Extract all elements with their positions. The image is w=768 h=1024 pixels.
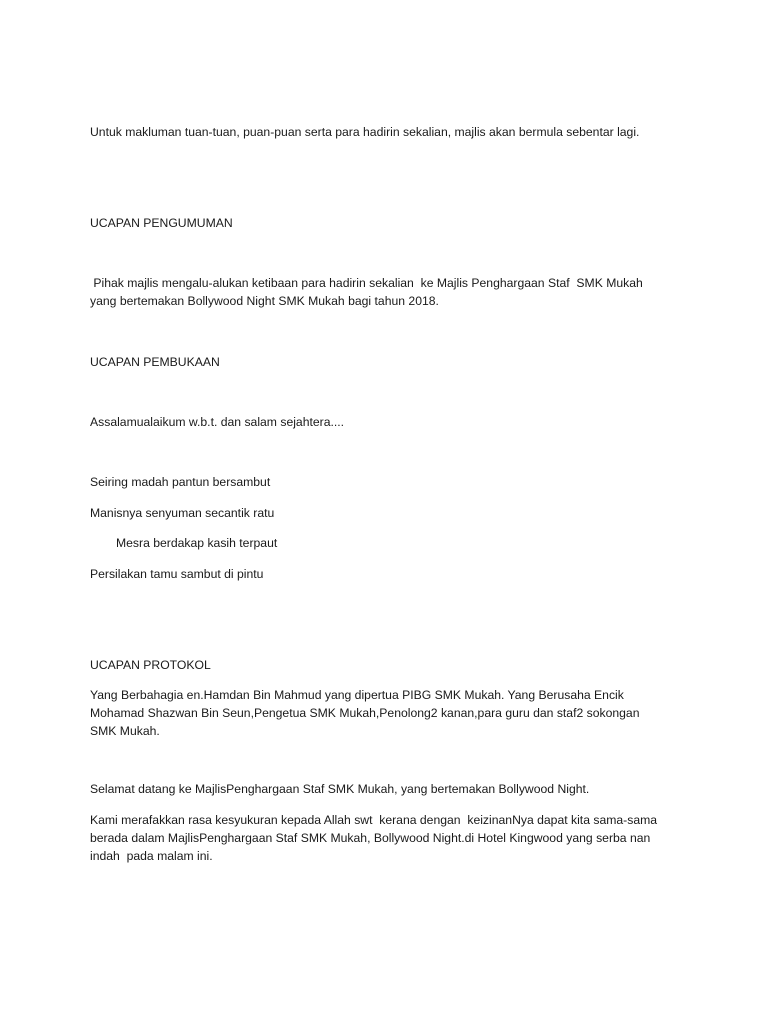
selamat-datang-line: Selamat datang ke MajlisPenghargaan Staf SMK Mukah, yang bertemakan Bollywood Night. — [90, 782, 590, 796]
heading-ucapan-pengumuman: UCAPAN PENGUMUMAN — [90, 216, 233, 230]
pantun-line-3: Mesra berdakap kasih terpaut — [116, 536, 278, 550]
protokol-line-1: Yang Berbahagia en.Hamdan Bin Mahmud yang dipertua PIBG SMK Mukah. Yang Berusaha Encik — [90, 688, 624, 702]
intro-paragraph: Untuk makluman tuan-tuan, puan-puan serta para hadirin sekalian, majlis akan bermula sebentar lagi. — [90, 125, 640, 139]
protokol-line-3: SMK Mukah. — [90, 724, 160, 738]
pengumuman-line-2: yang bertemakan Bollywood Night SMK Mukah bagi tahun 2018. — [90, 294, 439, 308]
heading-ucapan-pembukaan: UCAPAN PEMBUKAAN — [90, 355, 220, 369]
syukur-line-3: indah pada malam ini. — [90, 849, 213, 863]
pengumuman-line-1: Pihak majlis mengalu-alukan ketibaan para hadirin sekalian ke Majlis Penghargaan Staf SMK Mukah — [90, 276, 643, 290]
syukur-line-2: berada dalam MajlisPenghargaan Staf SMK Mukah, Bollywood Night.di Hotel Kingwood yang serba nan — [90, 831, 651, 845]
salam-line: Assalamualaikum w.b.t. dan salam sejahtera.... — [90, 415, 345, 429]
heading-ucapan-protokol: UCAPAN PROTOKOL — [90, 658, 211, 672]
pantun-line-4: Persilakan tamu sambut di pintu — [90, 567, 264, 581]
protokol-line-2: Mohamad Shazwan Bin Seun,Pengetua SMK Mukah,Penolong2 kanan,para guru dan staf2 sokongan — [90, 706, 640, 720]
pantun-line-2: Manisnya senyuman secantik ratu — [90, 506, 275, 520]
pantun-line-1: Seiring madah pantun bersambut — [90, 475, 271, 489]
syukur-line-1: Kami merafakkan rasa kesyukuran kepada Allah swt kerana dengan keizinanNya dapat kita sama-sama — [90, 813, 658, 827]
